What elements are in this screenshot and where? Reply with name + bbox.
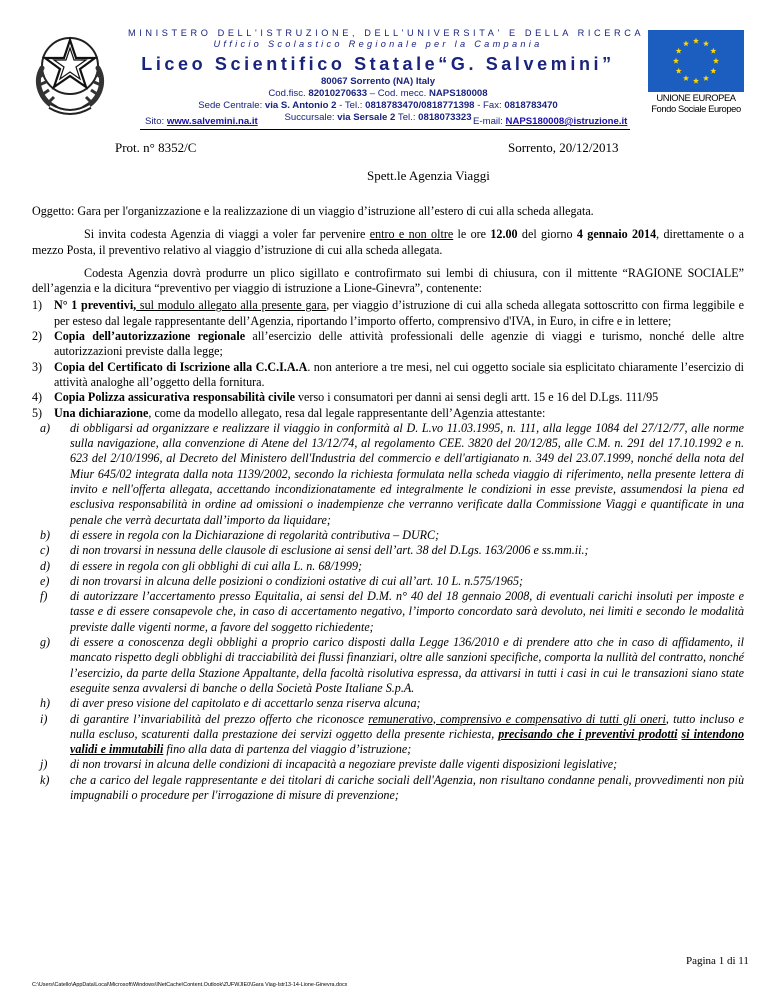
list-item: h) di aver preso visione del capitolato e di accettarlo senza riserva alcuna; bbox=[40, 696, 421, 711]
list-item: 2) Copia dell’autorizzazione regionale all’esercizio delle attività professionali delle agenzie di viaggi e turismo, nonché delle altre autorizzazioni previste dalla legge; bbox=[32, 329, 745, 359]
paragraph-invitation: Si invita codesta Agenzia di viaggi a voler far pervenire entro e non oltre le ore 12.00 del giorno 4 gennaio 2014, direttamente o a mezzo Posta, il preventivo relativo al viaggio d’istruzione di cui alla scheda allegata. bbox=[32, 227, 744, 257]
eu-flag-icon bbox=[648, 30, 744, 92]
list-item: g) di essere a conoscenza degli obblighi a proprio carico disposti dalla Legge 136/2010 e di prendere atto che in caso di affidamento, il mancato rispetto degli obblighi di tracciabilità dei flussi finanziari, oltre alle sanzioni specifiche, comporta la nullità del contratto, nonché l’esercizio, da parte della Stazione Appaltante, della facoltà risolutiva espressa, da attivarsi in tutti i casi in cui le transazioni siano state eseguite senza avvalersi di banche o della Società Poste Italiane S.p.A. bbox=[40, 635, 744, 695]
list-item: 4) Copia Polizza assicurativa responsabilità civile verso i consumatori per danni ai sensi degli artt. 15 e 16 del D.Lgs. 111/95 bbox=[32, 390, 659, 405]
branch-address: Succursale: via Sersale 2 Tel.: 0818073323 bbox=[284, 112, 472, 123]
list-item: b) di essere in regola con la Dichiarazione di regolarità contributiva – DURC; bbox=[40, 527, 440, 542]
italian-republic-emblem bbox=[20, 22, 120, 120]
ministry-name: MINISTERO DELL'ISTRUZIONE, DELL'UNIVERSITA' E DELLA RICERCA bbox=[128, 28, 645, 38]
email-link[interactable]: NAPS180008@istruzione.it bbox=[505, 116, 628, 127]
school-codes: Cod.fisc. 82010270633 – Cod. mecc. NAPS180008 bbox=[268, 88, 488, 99]
list-item: i) di garantire l’invariabilità del prezzo offerto che riconosce remunerativo, comprensivo e compensativo di tutti gli oneri, tutto incluso e nulla escluso, scaturenti dalla prestazione dei servizi oggetto della presente richiesta, precisando che i preventivi prodotti si intendono validi e immutabili fino alla data di partenza del viaggio d’istruzione; bbox=[40, 711, 745, 757]
list-item: k) che a carico del legale rappresentante e dei titolari di cariche sociali dell'Agenzia, non risultano condanne penali, provvedimenti non più impugnabili o procedure per l'irrogazione di misure di prevenzione; bbox=[40, 772, 744, 802]
school-name: Liceo Scientifico Statale“G. Salvemini” bbox=[141, 54, 615, 74]
list-item: f) di autorizzare l’accertamento presso Equitalia, ai sensi del D.M. n° 40 del 18 gennaio 2008, di eventuali carichi insoluti per imposte e tasse e di essere consapevole che, in caso di accertamento negativo, l’importo concordato sarà devoluto, nei limiti e secondo le modalità previste dalle vigenti norme, a favore del soggetto richiedente; bbox=[40, 589, 744, 634]
list-item: j) di non trovarsi in alcuna delle condizioni di incapacità a negoziare previste dalle vigenti disposizioni legislative; bbox=[40, 757, 618, 772]
list-item: 5) Una dichiarazione, come da modello allegato, resa dal legale rappresentante dell’Agenzia attestante: a) di obbligarsi ad organizzare e realizzare il viaggio in conformità al D. L.vo 11.03.1995, n. 111, alla legge 1084 del 27/12/77, alle norme sulla navigazione, alla convenzione di Atene del 13/12/74, al regolamento CEE. 3820 del 20/12/85, alle C.M. n. 291 del 17.10.1992 e n. 623 del 2/10/1996, al Decreto del Ministero dell'Industria del commercio e dell'artigianato n. 349 del 23.07.1999, nonché della nota del Miur 645/02 integrata dalla nota 1139/2002, secondo la richiesta formulata nella scheda viaggio di riferimento, nella presente lettera di invito e nell'offerta allegata, accettando incondizionatamente ed integralmente le condizioni in esse previste, assumendosi la piena ed esclusiva responsabilità in ordine ad omissioni o inadempienze che verranno verificate dalla Commissione Viaggi e quantificate in una penale che verrà decurtata dall’importo da liquidare; b) di essere in regola con la Dichiarazione di regolarità contributiva – DURC; c) di non trovarsi in nessuna delle clausole di esclusione ai sensi dell’art. 38 del D.Lgs. 163/2006 e ss.mm.ii.; d) di essere in regola con gli obblighi di cui alla L. n. 68/1999; e) di non trovarsi in alcuna delle posizioni o condizioni ostative di cui all’art. 10 L. n.575/1965; f) di autorizzare l’accertamento presso Equitalia, ai sensi del D.M. n° 40 del 18 gennaio 2008, di eventuali carichi insoluti per imposte e tasse e di essere consapevole che, in caso di accertamento negativo, l’importo concordato sarà devoluto, nei limiti e secondo le modalità previste dalle vigenti norme, a favore del soggetto richiedente; g) di essere a conoscenza degli obblighi a proprio carico disposti dalla Legge 136/2010 e di prendere atto che in caso di affidamento, il mancato rispetto degli obblighi di tracciabilità dei flussi finanziari, oltre alle sanzioni specifiche, comporta la nullità del contratto, nonché l’esercizio, da parte della Stazione Appaltante, della facoltà risolutiva espressa, da attivarsi in tutti i casi in cui le transazioni siano state eseguite senza avvalersi di banche o della Società Poste Italiane S.p.A. h) di aver preso visione del capitolato e di accettarlo senza riserva alcuna; i) di garantire l’invariabilità del prezzo offerto che riconosce remunerativo, comprensivo e compensativo di tutti gli oneri, tutto incluso e nulla escluso, scaturenti dalla prestazione dei servizi oggetto della presente richiesta, precisando che i preventivi prodotti si intendono validi e immutabili fino alla data di partenza del viaggio d’istruzione; j) di non trovarsi in alcuna delle condizioni di incapacità a negoziare previste dalle vigenti disposizioni legislative; k) che a carico del legale rappresentante e dei titolari di cariche sociali dell'Agenzia, non risultano condanne penali, provvedimenti non più impugnabili o procedure per l'irrogazione di misure di prevenzione; bbox=[32, 405, 745, 802]
list-item: 3) Copia del Certificato di Iscrizione alla C.C.I.A.A. non anteriore a tre mesi, nel cui oggetto sociale sia esplicitato chiaramente l’esercizio di attività analoghe all’oggetto della fornitura. bbox=[32, 359, 744, 389]
website-link[interactable]: www.salvemini.na.it bbox=[166, 116, 258, 127]
recipient: Spett.le Agenzia Viaggi bbox=[367, 168, 490, 183]
subject-line: Oggetto: Gara per l'organizzazione e la realizzazione di un viaggio d’istruzione all’estero di cui alla scheda allegata. bbox=[32, 204, 594, 218]
file-path: C:\Users\Catello\AppData\Local\Microsoft\Windows\INetCache\Content.Outlook\ZUFWJIE0\Gara Viag-Istr13-14-Lione-Ginevra.docx bbox=[32, 982, 348, 988]
list-item: 1) N° 1 preventivi, sul modulo allegato alla presente gara, per viaggio d’istruzione di cui alla scheda allegata sottoscritto con firma leggibile e per esteso dal legale rappresentante dell’Agenzia, riportando l’importo offerto, comprensivo d'IVA, in Euro, in cifre e in lettere; bbox=[32, 298, 744, 328]
header-divider bbox=[140, 129, 630, 130]
required-documents-list bbox=[32, 298, 744, 803]
school-header bbox=[128, 28, 645, 124]
protocol-number: Prot. n° 8352/C bbox=[115, 140, 197, 155]
page-number: Pagina 1 di 11 bbox=[686, 955, 749, 967]
list-item: e) di non trovarsi in alcuna delle posizioni o condizioni ostative di cui all’art. 10 L. n.575/1965; bbox=[40, 573, 524, 588]
regional-office: Ufficio Scolastico Regionale per la Campania bbox=[213, 39, 543, 49]
letter-body bbox=[32, 204, 744, 803]
eu-label: UNIONE EUROPEA Fondo Sociale Europeo bbox=[651, 92, 741, 114]
list-item: d) di essere in regola con gli obblighi di cui alla L. n. 68/1999; bbox=[40, 558, 363, 573]
list-item: c) di non trovarsi in nessuna delle clausole di esclusione ai sensi dell’art. 38 del D.Lgs. 163/2006 e ss.mm.ii.; bbox=[40, 543, 589, 558]
email: E-mail: NAPS180008@istruzione.it bbox=[473, 116, 628, 127]
paragraph-envelope: Codesta Agenzia dovrà produrre un plico sigillato e controfirmato sui lembi di chiusura, con il mittente “RAGIONE SOCIALE” dell’agenzia e la dicitura “preventivo per viaggio di istruzione a Lione-Ginevra”, contenente: bbox=[32, 265, 744, 296]
school-city: 80067 Sorrento (NA) Italy bbox=[320, 76, 436, 87]
main-site-address: Sede Centrale: via S. Antonio 2 - Tel.: 0818783470/0818771398 - Fax: 0818783470 bbox=[198, 100, 558, 111]
place-date: Sorrento, 20/12/2013 bbox=[508, 140, 619, 155]
website: Sito: www.salvemini.na.it bbox=[145, 116, 258, 127]
declaration-sublist bbox=[40, 421, 744, 803]
list-item: a) di obbligarsi ad organizzare e realizzare il viaggio in conformità al D. L.vo 11.03.1995, n. 111, alla legge 1084 del 27/12/77, alle norme sulla navigazione, alla convenzione di Atene del 13/12/74, al regolamento CEE. 3820 del 20/12/85, alle C.M. n. 291 del 17.10.1992 e n. 623 del 2/10/1996, al Decreto del Ministero dell'Industria del commercio e dell'artigianato n. 349 del 23.07.1999, nonché della nota del Miur 645/02 integrata dalla nota 1139/2002, secondo la richiesta formulata nella scheda viaggio di riferimento, nella presente lettera di invito e nell'offerta allegata, accettando incondizionatamente ed integralmente le condizioni in esse previste, assumendosi la piena ed esclusiva responsabilità in ordine ad omissioni o inadempienze che verranno verificate dalla Commissione Viaggi e quantificate in una penale che verrà decurtata dall’importo da liquidare; bbox=[40, 420, 744, 527]
